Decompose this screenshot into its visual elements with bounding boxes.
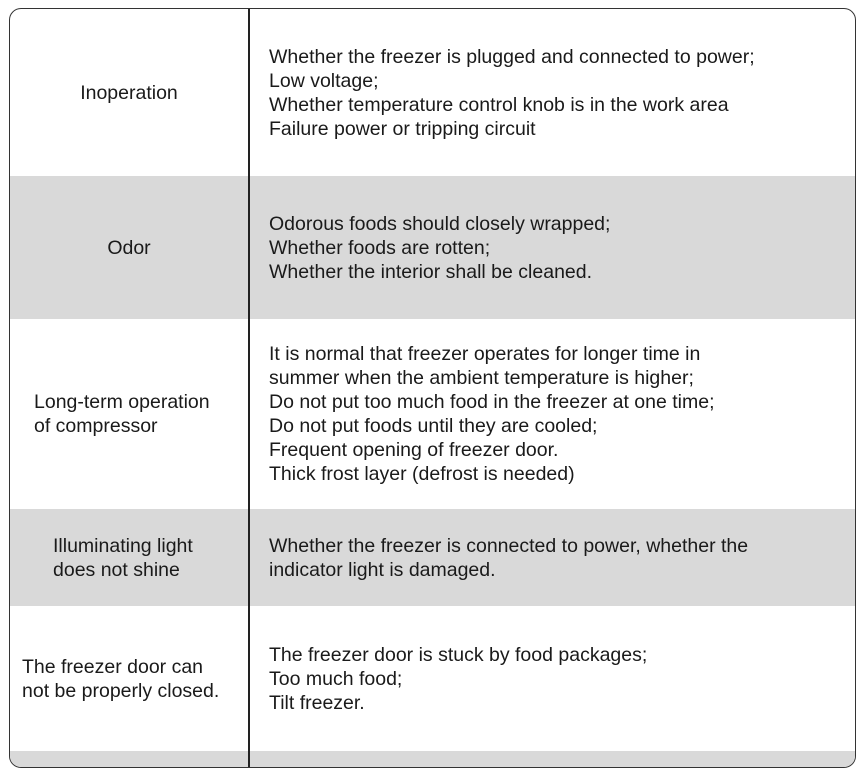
cause-cell	[269, 319, 845, 509]
problem-label: of compressor	[34, 415, 158, 437]
table-row	[10, 509, 855, 606]
cause-line: Failure power or tripping circuit	[269, 117, 536, 140]
cause-line: indicator light is damaged.	[269, 558, 496, 581]
table-row	[10, 751, 855, 768]
cause-line: Low voltage;	[269, 69, 379, 92]
cause-cell	[269, 509, 845, 608]
cause-line: Whether the interior shall be cleaned.	[269, 260, 593, 283]
cause-line: Tilt freezer.	[269, 691, 365, 714]
table-row	[10, 319, 855, 509]
problem-label: Illuminating light	[53, 534, 193, 557]
problem-label: Inoperation	[80, 81, 178, 104]
cause-line: Whether the freezer is connected to power, whether the	[269, 534, 749, 557]
problem-cell	[10, 319, 248, 509]
cause-line: Do not put too much food in the freezer at one time;	[269, 391, 715, 413]
cause-line: Do not put foods until they are cooled;	[269, 415, 598, 437]
cause-line: Thick frost layer (defrost is needed)	[269, 463, 575, 485]
problem-cell	[10, 176, 248, 319]
cause-cell	[269, 176, 845, 325]
cause-line: summer when the ambient temperature is higher;	[269, 367, 694, 389]
cause-line: Whether the freezer is plugged and connected to power;	[269, 45, 755, 68]
cause-line: The freezer door is stuck by food packages;	[269, 643, 648, 666]
problem-label: Odor	[107, 236, 151, 259]
problem-label: The freezer door can	[22, 655, 204, 678]
problem-cell	[10, 509, 248, 606]
cause-cell	[269, 606, 845, 751]
cause-line: Whether foods are rotten;	[269, 236, 491, 259]
table-row	[10, 9, 855, 176]
cause-line: Odorous foods should closely wrapped;	[269, 212, 611, 235]
table-row	[10, 606, 855, 751]
problem-label: does not shine	[53, 558, 180, 581]
troubleshooting-table	[9, 8, 856, 768]
cause-line: Whether temperature control knob is in the work area	[269, 93, 729, 116]
column-divider	[248, 9, 250, 767]
cause-line: It is normal that freezer operates for longer time in	[269, 343, 701, 365]
problem-label: not be properly closed.	[22, 679, 220, 702]
table-row	[10, 176, 855, 319]
problem-cell	[10, 9, 248, 176]
cause-line: Too much food;	[269, 667, 403, 690]
problem-label: Long-term operation	[34, 391, 210, 413]
cause-cell	[269, 9, 845, 184]
cause-line: Frequent opening of freezer door.	[269, 439, 559, 461]
problem-cell	[10, 606, 248, 751]
